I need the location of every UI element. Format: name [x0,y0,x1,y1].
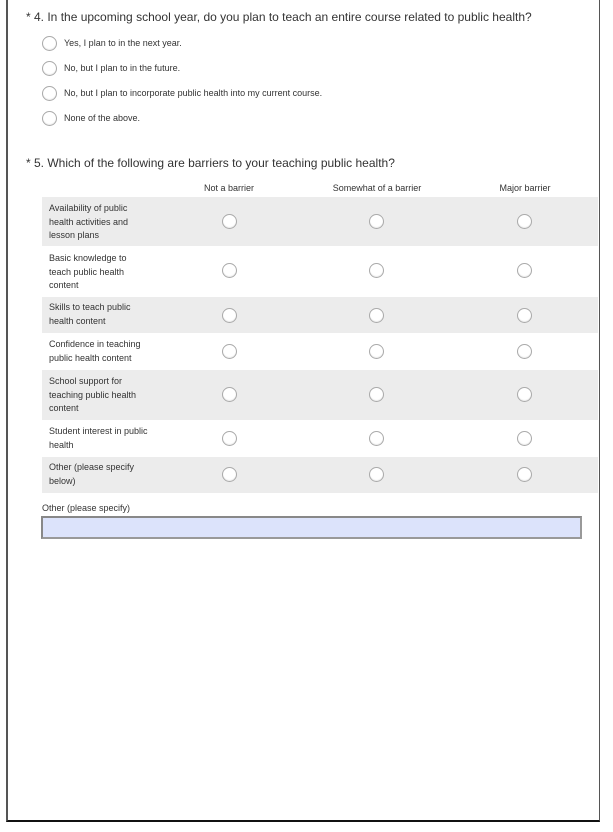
matrix-row-school-support [42,370,598,420]
radio-button[interactable] [42,36,57,51]
radio-somewhat[interactable] [369,344,384,359]
row-label: Other (please specify below) [49,462,135,486]
radio-major[interactable] [517,387,532,402]
row-label: Student interest in public health [49,426,148,450]
radio-somewhat[interactable] [369,263,384,278]
radio-not-a-barrier[interactable] [222,344,237,359]
radio-button[interactable] [42,86,57,101]
radio-major[interactable] [517,467,532,482]
radio-major[interactable] [517,214,532,229]
radio-not-a-barrier[interactable] [222,263,237,278]
row-label: Confidence in teaching public health content [49,339,141,363]
row-label: Basic knowledge to teach public health content [49,253,127,290]
matrix-row-skills [42,297,598,333]
radio-somewhat[interactable] [369,308,384,323]
radio-major[interactable] [517,431,532,446]
radio-not-a-barrier[interactable] [222,387,237,402]
matrix-row-availability [42,197,598,246]
radio-not-a-barrier[interactable] [222,431,237,446]
radio-button[interactable] [42,61,57,76]
option-label: Yes, I plan to in the next year. [64,38,182,48]
q4-option-incorporate[interactable] [42,85,322,101]
row-label: Availability of public health activities and lesson plans [49,203,129,240]
row-label: Skills to teach public health content [49,302,131,326]
radio-somewhat[interactable] [369,214,384,229]
radio-not-a-barrier[interactable] [222,308,237,323]
radio-major[interactable] [517,263,532,278]
question-5-title: * 5. Which of the following are barriers to your teaching public health? [26,156,395,170]
question-4-title: * 4. In the upcoming school year, do you plan to teach an entire course related to public health? [26,10,532,24]
q4-option-yes-next-year[interactable] [42,35,182,51]
column-header-not-a-barrier: Not a barrier [203,183,255,193]
row-label: School support for teaching public health content [49,376,137,413]
matrix-row-student-interest [42,421,598,456]
other-specify-label: Other (please specify) [42,503,131,513]
option-label: No, but I plan to in the future. [64,63,181,73]
radio-somewhat[interactable] [369,467,384,482]
column-header-major: Major barrier [499,183,551,193]
radio-button[interactable] [42,111,57,126]
matrix-row-confidence [42,334,598,369]
radio-not-a-barrier[interactable] [222,467,237,482]
radio-major[interactable] [517,308,532,323]
option-label: None of the above. [64,113,141,123]
radio-somewhat[interactable] [369,387,384,402]
column-header-somewhat: Somewhat of a barrier [332,183,422,193]
radio-not-a-barrier[interactable] [222,214,237,229]
matrix-row-other [42,457,598,493]
radio-major[interactable] [517,344,532,359]
q4-option-none[interactable] [42,110,140,126]
option-label: No, but I plan to incorporate public health into my current course. [64,88,323,98]
matrix-row-basic-knowledge [42,247,598,296]
other-specify-input[interactable] [41,516,582,539]
q4-option-no-future[interactable] [42,60,180,76]
radio-somewhat[interactable] [369,431,384,446]
